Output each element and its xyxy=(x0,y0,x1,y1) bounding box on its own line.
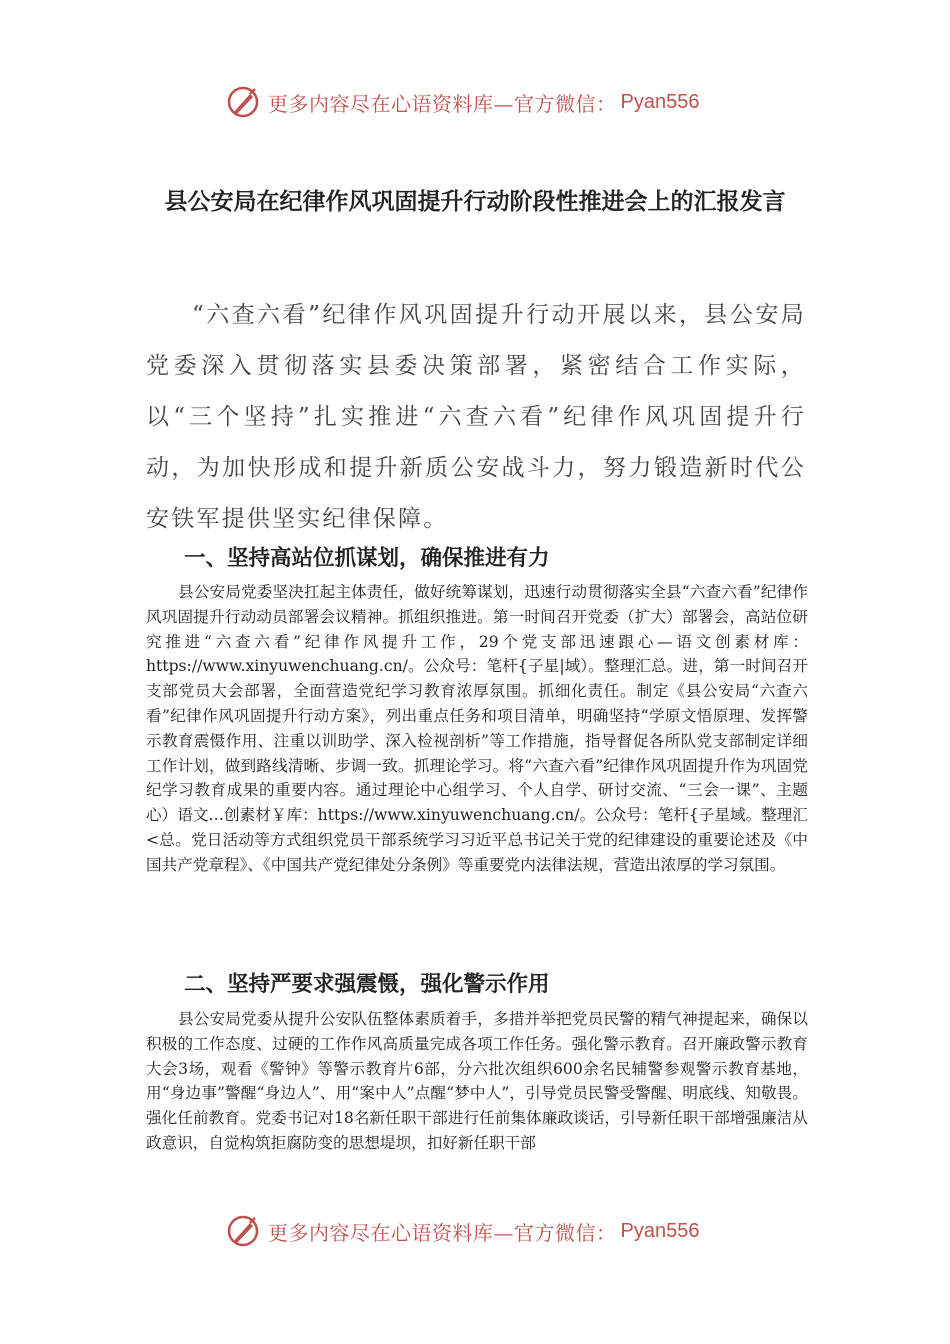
banner-text: 更多内容尽在心语资料库—官方微信： xyxy=(268,1220,617,1245)
header-banner xyxy=(226,82,746,122)
section-body-2: 县公安局党委从提升公安队伍整体素质着手，多措并举把党员民警的精气神提起来，确保以积极的工作态度、过硬的工作作风高质量完成各项工作任务。强化警示教育。召开廉政警示教育大会3场，观看《警钟》等警示教育片6部，分六批次组织600余名民辅警参观警示教育基地，用“身边事”警醒“身边人”、用“案中人”点醒“梦中人”，引导党员民警受警醒、明底线、知敬畏。强化任前教育。党委书记对18名新任职干部进行任前集体廉政谈话，引导新任职干部增强廉洁从政意识，自觉构筑拒腐防变的思想堤坝，扣好新任职干部 xyxy=(146,1010,808,1152)
intro-paragraph: “六查六看”纪律作风巩固提升行动开展以来，县公安局党委深入贯彻落实县委决策部署，紧密结合工作实际，以“三个坚持”扎实推进“六查六看”纪律作风巩固提升行动，为加快形成和提升新质公安战斗力，努力锻造新时代公安铁军提供坚实纪律保障。 xyxy=(146,302,806,532)
footer-banner xyxy=(226,1211,746,1251)
banner-text: 更多内容尽在心语资料库—官方微信： xyxy=(268,91,617,116)
pen-logo-icon xyxy=(226,85,260,119)
document-title: 县公安局在纪律作风巩固提升行动阶段性推进会上的汇报发言 xyxy=(164,189,786,215)
banner-wechat-id: Pyan556 xyxy=(620,1219,700,1242)
pen-logo-icon xyxy=(226,1214,260,1248)
section-heading-2: 二、坚持严要求强震慑，强化警示作用 xyxy=(184,972,550,997)
section-heading-1: 一、坚持高站位抓谋划，确保推进有力 xyxy=(184,546,550,571)
section-body-1: 县公安局党委坚决扛起主体责任，做好统筹谋划，迅速行动贯彻落实全县“六查六看”纪律作风巩固提升行动动员部署会议精神。抓组织推进。第一时间召开党委（扩大）部署会，高站位研究推进“六查六看”纪律作风提升工作，29个党支部迅速跟心—语文创素材库：https://www.xinyuwenchuang.cn/。公众号：笔杆{子星|域）。整理汇总。进，第一时间召开支部党员大会部署，全面营造党纪学习教育浓厚氛围。抓细化责任。制定《县公安局“六查六看”纪律作风巩固提升行动方案》，列出重点任务和项目清单，明确坚持“学原文悟原理、发挥警示教育震慑作用、注重以训助学、深入检视剖析”等工作措施，指导督促各所队党支部制定详细工作计划，做到路线清晰、步调一致。抓理论学习。将“六查六看”纪律作风巩固提升作为巩固党纪学习教育成果的重要内容。通过理论中心组学习、个人自学、研讨交流、“三会一课”、主题心）语文…创素材￥库：https://www.xinyuwenchuang.cn/。公众号：笔杆{子星域。整理汇<总。党日活动等方式组织党员干部系统学习习近平总书记关于党的纪律建设的重要论述及《中国共产党章程》、《中国共产党纪律处分条例》等重要党内法律法规，营造出浓厚的学习氛围。 xyxy=(146,583,808,874)
banner-wechat-id: Pyan556 xyxy=(620,90,700,113)
